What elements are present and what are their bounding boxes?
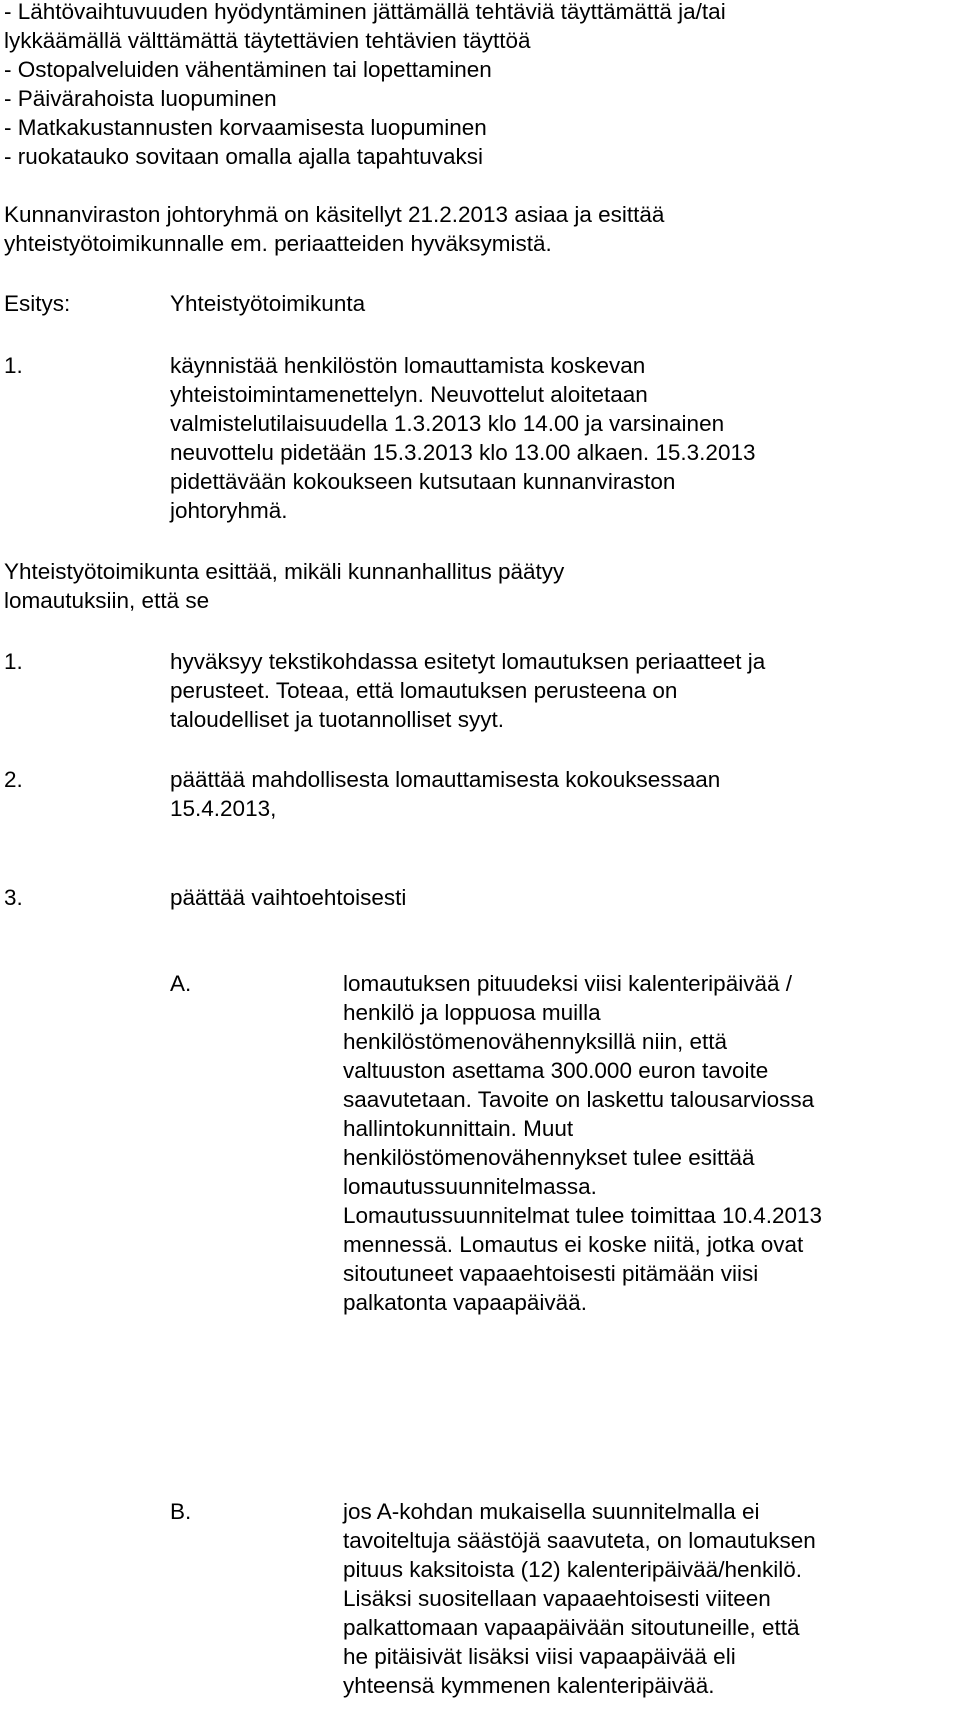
list-item-line: perusteet. Toteaa, että lomautuksen perusteena on xyxy=(170,678,678,703)
statement-line: yhteistyötoimikunnalle em. periaatteiden hyväksymistä. xyxy=(4,231,552,256)
list-item-line: yhteistoimintamenettelyn. Neuvottelut aloitetaan xyxy=(170,382,648,407)
list-number: 3. xyxy=(4,885,23,910)
option-letter: B. xyxy=(170,1499,192,1524)
option-line: palkattomaan vapaapäivään sitoutuneille, että xyxy=(343,1615,800,1640)
option-line: palkatonta vapaapäivää. xyxy=(343,1290,587,1315)
intro-bullet-line: lykkäämällä välttämättä täytettävien tehtävien täyttöä xyxy=(4,28,531,53)
option-line: lomautuksen pituudeksi viisi kalenteripäivää / xyxy=(343,971,792,996)
option-line: Lisäksi suositellaan vapaaehtoisesti viiteen xyxy=(343,1586,771,1611)
list-item-line: päättää vaihtoehtoisesti xyxy=(170,885,407,910)
option-line: tavoiteltuja säästöjä saavuteta, on lomautuksen xyxy=(343,1528,816,1553)
option-line: henkilöstömenovähennyksillä niin, että xyxy=(343,1029,727,1054)
list-item-line: hyväksyy tekstikohdassa esitetyt lomautuksen periaatteet ja xyxy=(170,649,766,674)
intro-bullet-line: - Ostopalveluiden vähentäminen tai lopettaminen xyxy=(4,57,492,82)
proposal-label: Esitys: xyxy=(4,291,71,316)
option-line: Lomautussuunnitelmat tulee toimittaa 10.4.2013 xyxy=(343,1203,823,1228)
option-line: henkilö ja loppuosa muilla xyxy=(343,1000,601,1025)
list-item-line: päättää mahdollisesta lomauttamisesta kokouksessaan xyxy=(170,767,721,792)
option-line: mennessä. Lomautus ei koske niitä, jotka ovat xyxy=(343,1232,804,1257)
bridge-line: lomautuksiin, että se xyxy=(4,588,210,613)
list-item-line: valmistelutilaisuudella 1.3.2013 klo 14.00 ja varsinainen xyxy=(170,411,725,436)
option-line: pituus kaksitoista (12) kalenteripäivää/henkilö. xyxy=(343,1557,802,1582)
bridge-line: Yhteistyötoimikunta esittää, mikäli kunnanhallitus päätyy xyxy=(4,559,565,584)
option-line: jos A-kohdan mukaisella suunnitelmalla ei xyxy=(343,1499,760,1524)
list-number: 1. xyxy=(4,649,23,674)
intro-bullet-line: - Lähtövaihtuvuuden hyödyntäminen jättämällä tehtäviä täyttämättä ja/tai xyxy=(4,0,726,24)
option-line: henkilöstömenovähennykset tulee esittää xyxy=(343,1145,755,1170)
option-line: valtuuston asettama 300.000 euron tavoite xyxy=(343,1058,769,1083)
intro-bullet-line: - Päivärahoista luopuminen xyxy=(4,86,277,111)
list-item-line: pidettävään kokoukseen kutsutaan kunnanviraston xyxy=(170,469,676,494)
list-item-line: neuvottelu pidetään 15.3.2013 klo 13.00 alkaen. 15.3.2013 xyxy=(170,440,756,465)
list-item-line: 15.4.2013, xyxy=(170,796,277,821)
option-line: he pitäisivät lisäksi viisi vapaapäivää eli xyxy=(343,1644,736,1669)
list-item-line: johtoryhmä. xyxy=(170,498,288,523)
statement-line: Kunnanviraston johtoryhmä on käsitellyt 21.2.2013 asiaa ja esittää xyxy=(4,202,665,227)
list-number: 2. xyxy=(4,767,23,792)
option-line: saavutetaan. Tavoite on laskettu talousarviossa xyxy=(343,1087,815,1112)
option-line: hallintokunnittain. Muut xyxy=(343,1116,574,1141)
option-letter: A. xyxy=(170,971,192,996)
option-line: lomautussuunnitelmassa. xyxy=(343,1174,597,1199)
list-item-line: käynnistää henkilöstön lomauttamista koskevan xyxy=(170,353,646,378)
intro-bullet-line: - Matkakustannusten korvaamisesta luopuminen xyxy=(4,115,487,140)
list-item-line: taloudelliset ja tuotannolliset syyt. xyxy=(170,707,504,732)
list-number: 1. xyxy=(4,353,23,378)
option-line: yhteensä kymmenen kalenteripäivää. xyxy=(343,1673,715,1698)
intro-bullet-line: - ruokatauko sovitaan omalla ajalla tapahtuvaksi xyxy=(4,144,484,169)
option-line: sitoutuneet vapaaehtoisesti pitämään viisi xyxy=(343,1261,759,1286)
proposal-body: Yhteistyötoimikunta xyxy=(170,291,366,316)
